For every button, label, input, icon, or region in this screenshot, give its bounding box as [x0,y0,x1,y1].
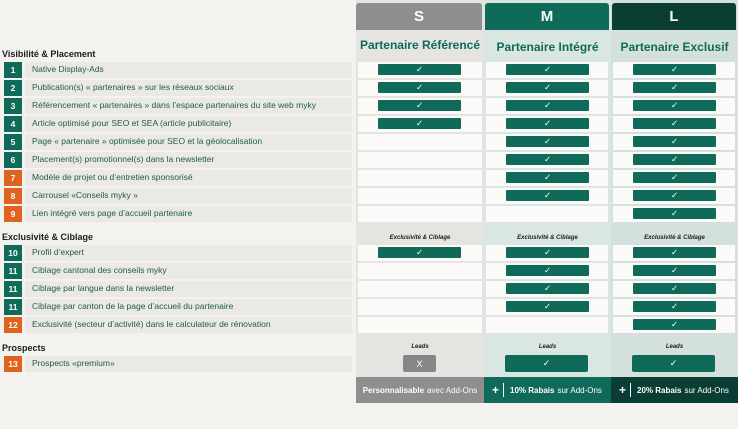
plan-m-cell [486,170,608,186]
check-icon: ✓ [506,118,589,129]
plan-m-header: M [485,3,609,30]
check-icon: ✓ [506,136,589,147]
row-label: Publication(s) « partenaires » sur les réseaux sociaux [32,82,234,92]
check-icon: ✓ [633,136,716,147]
plan-m-footer-bold: 10% Rabais [510,385,555,395]
plan-m-name: Partenaire Intégré [496,40,599,54]
check-icon: ✓ [633,247,716,258]
row-label-box [25,116,352,132]
section-title-exclusivity: Exclusivité & Ciblage [2,232,94,242]
plan-m-cell [486,80,608,96]
check-icon: ✓ [633,118,716,129]
row-label-box [25,62,352,78]
plan-m-cell [486,299,608,315]
section-title-visibility: Visibilité & Placement [2,49,96,59]
plan-m-cell [486,98,608,114]
check-icon: ✓ [633,265,716,276]
row-label: Prospects «premium» [32,358,115,368]
plan-s-cell [358,170,482,186]
row-number-badge: 2 [4,80,22,96]
check-icon: ✓ [506,301,589,312]
row-label: Carrousel «Conseils myky » [32,190,138,200]
plan-l-leads-label: Leads [665,344,684,350]
plan-l-cell [613,317,735,333]
row-label-box [25,152,352,168]
plan-m-leads-value: ✓ [505,355,588,372]
row-number-badge: 6 [4,152,22,168]
plan-l-leads-value: ✓ [632,355,715,372]
row-label-box [25,98,352,114]
plus-icon: + [615,383,631,397]
row-label: Ciblage par canton de la page d’accueil du partenaire [32,301,234,311]
check-icon: ✓ [506,283,589,294]
row-number-badge: 5 [4,134,22,150]
plan-s-cell [358,98,482,114]
row-number-badge: 8 [4,188,22,204]
row-label-box [25,299,352,315]
check-icon: ✓ [506,265,589,276]
plus-icon: + [488,383,504,397]
row-number-badge: 7 [4,170,22,186]
check-icon: ✓ [633,190,716,201]
check-icon: ✓ [378,118,461,129]
plan-l-cell [613,80,735,96]
row-label-box [25,170,352,186]
plan-s-name: Partenaire Référencé [359,38,481,52]
row-label-box [25,134,352,150]
table-row [0,62,738,78]
row-number-badge: 10 [4,245,22,261]
plan-l-cell [613,263,735,279]
check-icon: ✓ [633,172,716,183]
plan-m-exclusivity-label: Exclusivité & Ciblage [517,235,578,241]
plan-l-cell [613,152,735,168]
check-icon: ✓ [506,247,589,258]
plan-s-cell [358,116,482,132]
row-label: Lien intégré vers page d’accueil partenaire [32,208,193,218]
plan-s-cell [358,62,482,78]
check-icon: ✓ [506,64,589,75]
check-icon: ✓ [633,208,716,219]
row-label: Ciblage par langue dans la newsletter [32,283,175,293]
row-number-badge: 1 [4,62,22,78]
section-title-prospects: Prospects [2,343,46,353]
row-number-badge: 11 [4,263,22,279]
check-icon: ✓ [633,319,716,330]
check-icon: ✓ [506,82,589,93]
plan-l-cell [613,299,735,315]
check-icon: ✓ [633,283,716,294]
row-label: Native Display-Ads [32,64,104,74]
table-row [0,170,738,186]
plan-s-footer-bold: Personnalisable [362,385,425,395]
plan-l-footer-text: sur Add-Ons [684,385,729,395]
plan-s-footer-text: avec Add-Ons [427,385,478,395]
plan-s-cell [358,263,482,279]
plan-l-name: Partenaire Exclusif [620,40,729,54]
plan-s-cell [358,152,482,168]
table-row [0,299,738,315]
row-label-box [25,206,352,222]
row-label-box [25,263,352,279]
plan-m-cell [486,188,608,204]
table-row [0,134,738,150]
table-row [0,80,738,96]
plan-m-leads-label: Leads [538,344,557,350]
plan-l-footer [611,377,738,403]
row-label: Référencement « partenaires » dans l’espace partenaires du site web myky [32,100,316,110]
plan-s-cell [358,188,482,204]
plan-m-cell [486,134,608,150]
plan-l-cell [613,98,735,114]
row-number-badge: 4 [4,116,22,132]
row-label: Placement(s) promotionnel(s) dans la newsletter [32,154,215,164]
plan-s-cell [358,134,482,150]
plan-m-footer-text: sur Add-Ons [557,385,602,395]
plan-l-cell [613,188,735,204]
row-number-badge: 11 [4,281,22,297]
plan-s-cell [358,245,482,261]
plan-m-cell [486,263,608,279]
plan-s-cell [358,299,482,315]
plan-m-cell [486,206,608,222]
check-icon: ✓ [506,100,589,111]
plan-s-leads-value: X [403,355,436,372]
check-icon: ✓ [378,64,461,75]
plan-s-cell [358,206,482,222]
table-row [0,206,738,222]
plan-l-cell [613,134,735,150]
plan-s-cell [358,80,482,96]
plan-s-cell [358,317,482,333]
row-number-badge: 11 [4,299,22,315]
table-row [0,356,738,372]
plan-l-cell [613,281,735,297]
plan-l-header: L [612,3,736,30]
check-icon: ✓ [378,100,461,111]
check-icon: ✓ [633,100,716,111]
plan-m-cell [486,152,608,168]
check-icon: ✓ [633,301,716,312]
table-row [0,188,738,204]
plan-l-footer-bold: 20% Rabais [637,385,682,395]
check-icon: ✓ [378,82,461,93]
plan-s-cell [358,281,482,297]
check-icon: ✓ [506,154,589,165]
row-label: Ciblage cantonal des conseils myky [32,265,167,275]
row-label-box [25,356,352,372]
row-label: Article optimisé pour SEO et SEA (article publicitaire) [32,118,232,128]
plan-s-footer [356,377,484,403]
plan-m-cell [486,281,608,297]
table-row [0,98,738,114]
plan-s-leads-label: Leads [411,344,429,350]
plan-l-cell [613,206,735,222]
table-row [0,245,738,261]
plan-l-exclusivity-label: Exclusivité & Ciblage [644,235,705,241]
row-label: Page « partenaire » optimisée pour SEO et la géolocalisation [32,136,263,146]
table-row [0,263,738,279]
plan-m-cell [486,245,608,261]
plan-m-cell [486,317,608,333]
plan-m-cell [486,116,608,132]
plan-s-header: S [356,3,482,30]
check-icon: ✓ [506,190,589,201]
plan-l-cell [613,245,735,261]
plan-s-exclusivity-label: Exclusivité & Ciblage [389,235,451,241]
table-row [0,152,738,168]
plan-m-footer [484,377,611,403]
check-icon: ✓ [633,154,716,165]
row-label-box [25,245,352,261]
row-label-box [25,80,352,96]
check-icon: ✓ [506,172,589,183]
table-row [0,317,738,333]
row-label-box [25,317,352,333]
row-number-badge: 13 [4,356,22,372]
row-number-badge: 12 [4,317,22,333]
row-label: Exclusivité (secteur d’activité) dans le calculateur de rénovation [32,319,271,329]
row-number-badge: 3 [4,98,22,114]
plan-l-cell [613,62,735,78]
plan-l-cell [613,116,735,132]
check-icon: ✓ [378,247,461,258]
plan-l-cell [613,170,735,186]
check-icon: ✓ [633,82,716,93]
row-label-box [25,188,352,204]
row-label: Modèle de projet ou d’entretien sponsorisé [32,172,193,182]
table-row [0,116,738,132]
row-label: Profil d’expert [32,247,84,257]
row-number-badge: 9 [4,206,22,222]
plan-m-cell [486,62,608,78]
check-icon: ✓ [633,64,716,75]
table-row [0,281,738,297]
row-label-box [25,281,352,297]
